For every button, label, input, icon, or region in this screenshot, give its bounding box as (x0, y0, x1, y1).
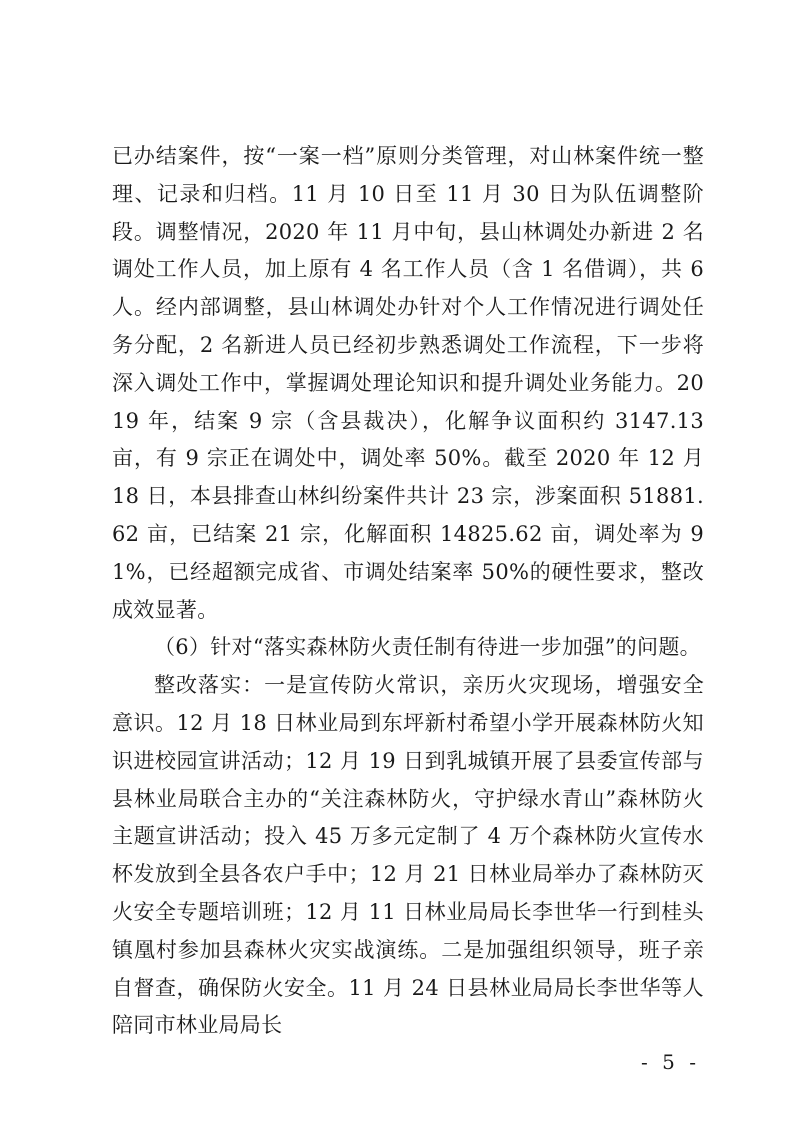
page-number: - 5 - (641, 1050, 700, 1074)
document-body (112, 138, 704, 1045)
paragraph-case-handling: 已办结案件，按“一案一档”原则分类管理，对山林案件统一整理、记录和归档。11 月 10 日至 11 月 30 日为队伍调整阶段。调整情况，2020 年 11 月中旬，县山林调处办新进 2 名调处工作人员，加上原有 4 名工作人员（含 1 名借调），共 6 人。经内部调整，县山林调处办针对个人工作情况进行调处任务分配，2 名新进人员已经初步熟悉调处工作流程，下一步将深入调处工作中，掌握调处理论知识和提升调处业务能力。2019 年，结案 9 宗（含县裁决），化解争议面积约 3147.13 亩，有 9 宗正在调处中，调处率 50%。截至 2020 年 12 月 18 日，本县排查山林纠纷案件共计 23 宗，涉案面积 51881.62 亩，已结案 21 宗，化解面积 14825.62 亩，调处率为 91%，已经超额完成省、市调处结案率 50%的硬性要求，整改成效显著。 (112, 144, 704, 622)
paragraph-rectification-measures: 整改落实：一是宣传防火常识，亲历火灾现场，增强安全意识。12 月 18 日林业局到东坪新村希望小学开展森林防火知识进校园宣讲活动；12 月 19 日到乳城镇开展了县委宣传部与县林业局联合主办的“关注森林防火，守护绿水青山”森林防火主题宣讲活动；投入 45 万多元定制了 4 万个森林防火宣传水杯发放到全县各农户手中；12 月 21 日林业局举办了森林防灭火安全专题培训班；12 月 11 日林业局局长李世华一行到桂头镇凰村参加县森林火灾实战演练。二是加强组织领导，班子亲自督查，确保防火安全。11 月 24 日县林业局局长李世华等人陪同市林业局局长 (112, 673, 704, 1038)
paragraph-heading-fire-prevention: （6）针对“落实森林防火责任制有待进一步加强”的问题。 (154, 635, 701, 660)
